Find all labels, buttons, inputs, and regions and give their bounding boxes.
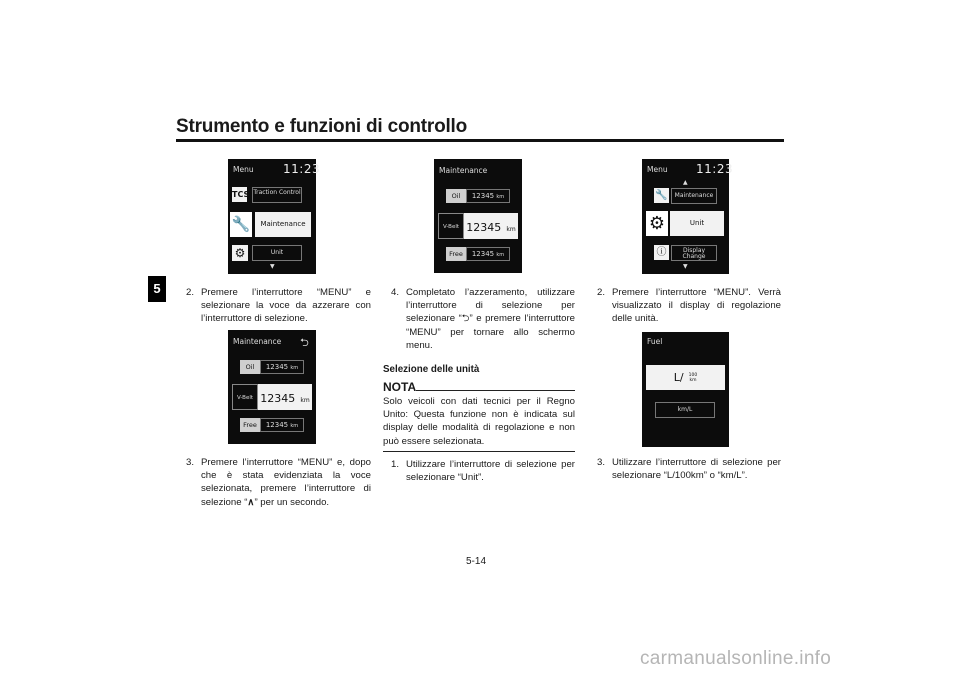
tcs-icon: TCS	[232, 187, 247, 202]
gear-icon: ⚙	[232, 245, 248, 261]
down-arrow-icon: ▼	[683, 263, 688, 270]
watermark: carmanualsonline.info	[640, 648, 832, 669]
oil-value: 12345 km	[466, 189, 510, 203]
menu-item-unit: Unit	[252, 245, 302, 261]
gear-icon: ⚙	[646, 211, 668, 236]
page-number: 5-14	[466, 556, 487, 567]
screen-title: Menu	[233, 165, 254, 174]
menu-item-maintenance: Maintenance	[255, 212, 311, 237]
info-icon: ⓘ	[654, 245, 669, 260]
maintenance-screen-2	[434, 159, 522, 273]
menu-item-maintenance: Maintenance	[671, 188, 717, 204]
nota-rule-top	[416, 390, 575, 391]
menu-item-display-change: Display Change	[671, 245, 717, 261]
option-l-100km: L/ 100 km	[646, 365, 725, 390]
up-arrow-icon: ▲	[683, 179, 688, 186]
menu-screen-1	[228, 159, 321, 274]
nota-label: NOTA	[383, 380, 417, 394]
chapter-tab: 5	[148, 276, 166, 302]
page-title: Strumento e funzioni di controllo	[176, 116, 468, 137]
free-value: 12345 km	[260, 418, 304, 432]
wrench-icon: 🔧	[230, 212, 252, 237]
back-icon: ⮌	[300, 336, 309, 349]
wrench-icon: 🔧	[655, 190, 668, 201]
label-oil: Oil	[240, 360, 260, 374]
vbelt-value: 12345 km	[464, 213, 518, 239]
screen-title: Menu	[647, 165, 668, 174]
label-free: Free	[240, 418, 260, 432]
clock: 11:23	[696, 162, 734, 176]
screen-title: Maintenance	[233, 337, 282, 346]
section-heading: Selezione delle unità	[383, 364, 480, 375]
label-vbelt: V-Belt	[438, 213, 464, 239]
down-arrow-icon: ▼	[270, 263, 275, 270]
screen-title: Maintenance	[439, 166, 488, 175]
nota-rule-bottom	[383, 451, 575, 452]
fuel-unit-screen	[642, 332, 729, 447]
menu-screen-2	[642, 159, 734, 274]
clock: 11:23	[283, 162, 321, 176]
label-oil: Oil	[446, 189, 466, 203]
title-rule	[176, 139, 784, 142]
free-value: 12345 km	[466, 247, 510, 261]
back-icon: ⮌	[461, 313, 470, 325]
oil-value: 12345 km	[260, 360, 304, 374]
chevron-up-icon: ∧	[247, 496, 255, 508]
option-km-l: km/L	[655, 402, 715, 418]
nota-text: Solo veicoli con dati tecnici per il Regno Unito: Questa funzione non è indicata sul display delle modalità di regolazione e non può essere selezionata.	[383, 396, 575, 447]
menu-item-traction: Traction Control	[252, 187, 302, 203]
label-free: Free	[446, 247, 466, 261]
maintenance-screen-1	[228, 330, 316, 444]
vbelt-value: 12345 km	[258, 384, 312, 410]
screen-title: Fuel	[647, 337, 663, 346]
menu-item-unit: Unit	[670, 211, 724, 236]
label-vbelt: V-Belt	[232, 384, 258, 410]
